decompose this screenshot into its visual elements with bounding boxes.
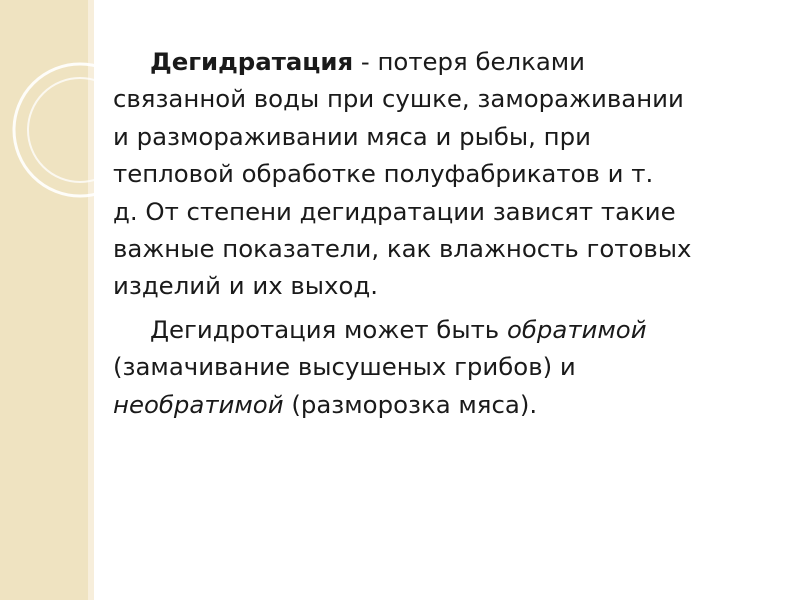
- types-lead: Дегидротация может быть: [150, 314, 507, 344]
- term-separator: -: [353, 47, 378, 76]
- definition-line-4: тепловой обработке полуфабрикатов и т.: [113, 159, 654, 189]
- paragraph-dehydration-definition: [113, 43, 781, 305]
- definition-line-1: потеря белками: [377, 47, 586, 76]
- term-dehydration: Дегидратация: [150, 47, 354, 76]
- term-irreversible: необратимой: [113, 389, 284, 419]
- irreversible-example: (разморозка мяса).: [283, 389, 538, 419]
- slide-body: [113, 43, 781, 429]
- definition-line-3: и размораживании мяса и рыбы, при: [113, 121, 591, 151]
- term-reversible: обратимой: [506, 314, 647, 344]
- reversible-example: (замачивание высушеных грибов) и: [113, 352, 576, 382]
- definition-line-2: связанной воды при сушке, замораживании: [113, 84, 684, 114]
- definition-line-6: важные показатели, как влажность готовых: [113, 234, 692, 264]
- paragraph-dehydration-types: [113, 311, 781, 423]
- definition-line-5: д. От степени дегидратации зависят такие: [113, 196, 676, 226]
- definition-line-7: изделий и их выход.: [113, 271, 378, 301]
